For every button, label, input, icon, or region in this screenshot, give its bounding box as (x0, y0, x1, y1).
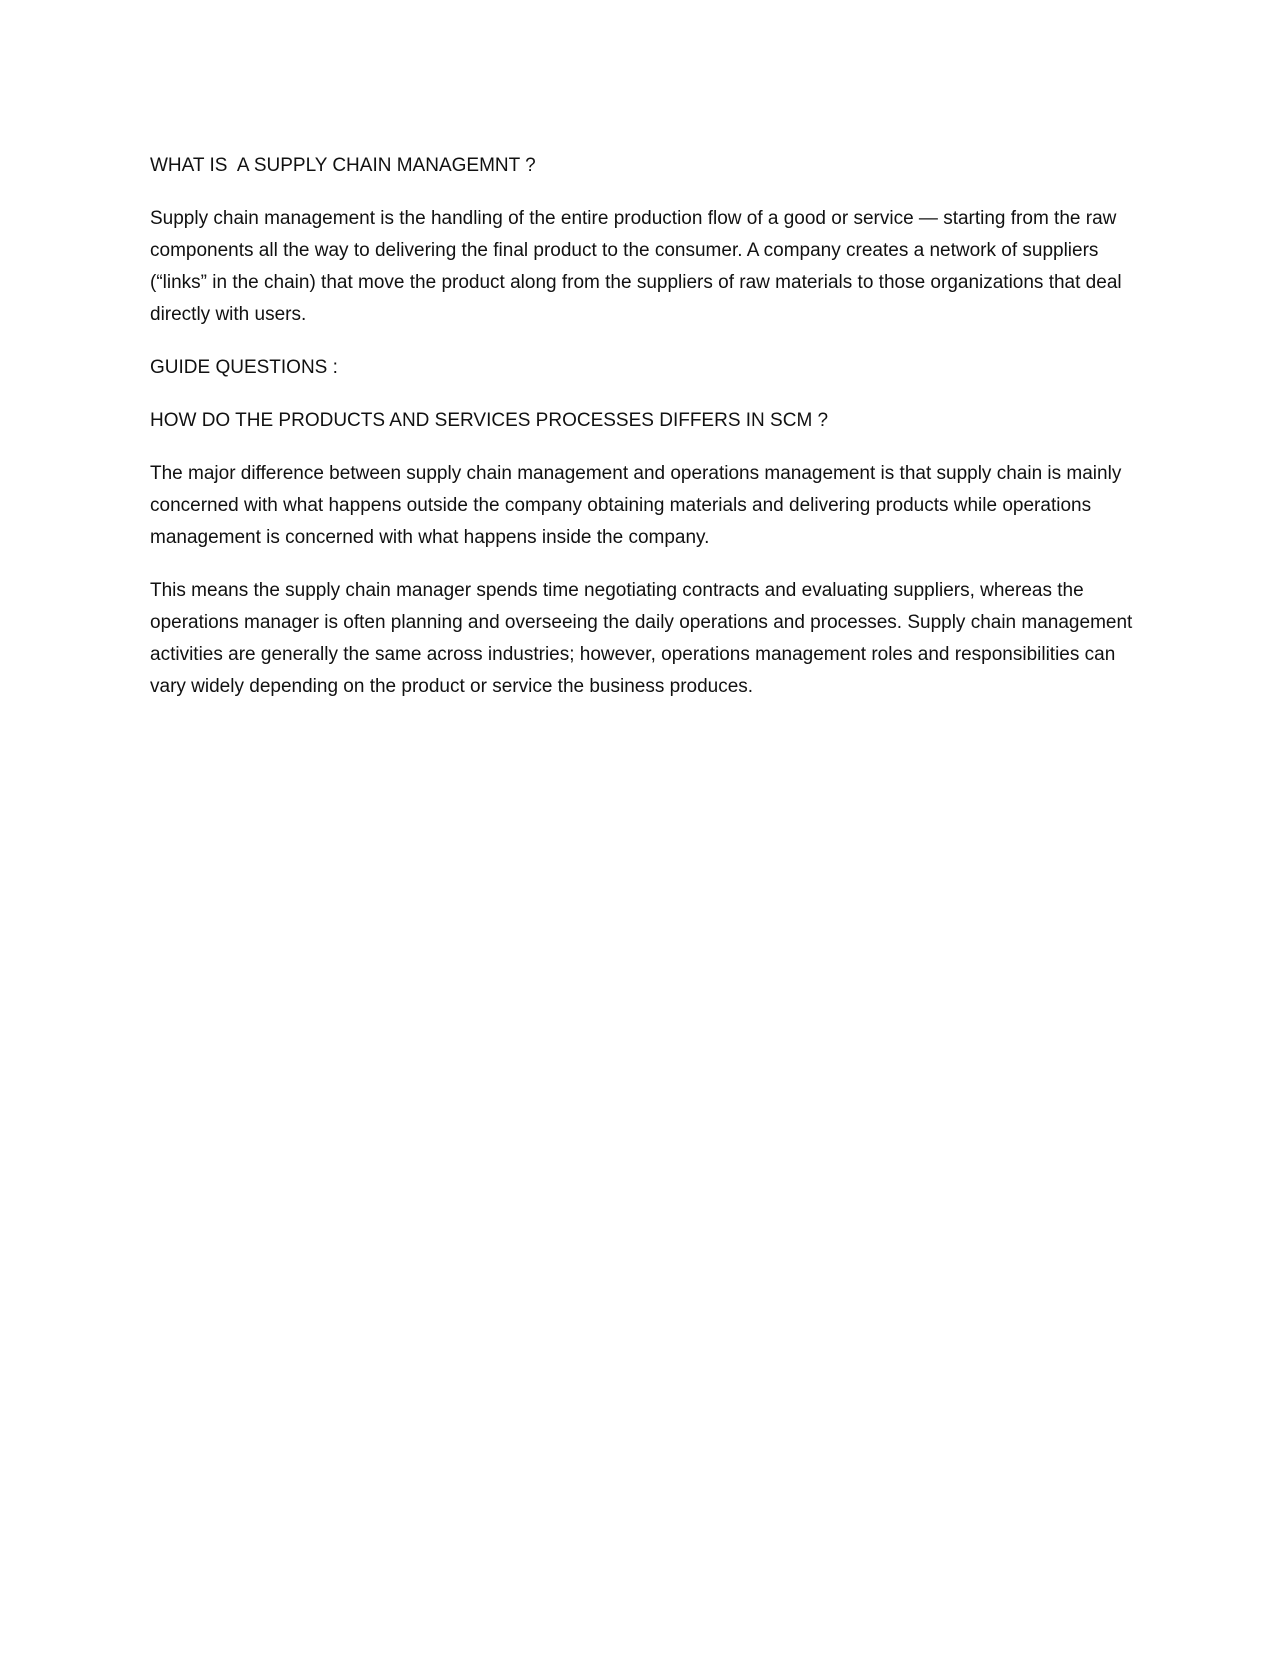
guide-question-1: HOW DO THE PRODUCTS AND SERVICES PROCESSES DIFFERS IN SCM ? (150, 410, 829, 431)
document-title: WHAT IS A SUPPLY CHAIN MANAGEMNT ? (150, 155, 536, 176)
answer-paragraph-1: The major difference between supply chain management and operations management is that supply chain is mainly concerned with what happens outside the company obtaining materials and delivering products while operations management is concerned with what happens inside the company. (150, 463, 1122, 548)
answer-paragraph-2: This means the supply chain manager spends time negotiating contracts and evaluating suppliers, whereas the operations manager is often planning and overseeing the daily operations and processes. Supply chain management activities are generally the same across industries; however, operations management roles and responsibilities can vary widely depending on the product or service the business produces. (150, 580, 1133, 697)
guide-questions-heading: GUIDE QUESTIONS : (150, 357, 338, 378)
intro-paragraph: Supply chain management is the handling of the entire production flow of a good or service — starting from the raw components all the way to delivering the final product to the consumer. A company creates a network of suppliers (“links” in the chain) that move the product along from the suppliers of raw materials to those organizations that deal directly with users. (150, 208, 1122, 325)
document-body (150, 150, 1140, 724)
